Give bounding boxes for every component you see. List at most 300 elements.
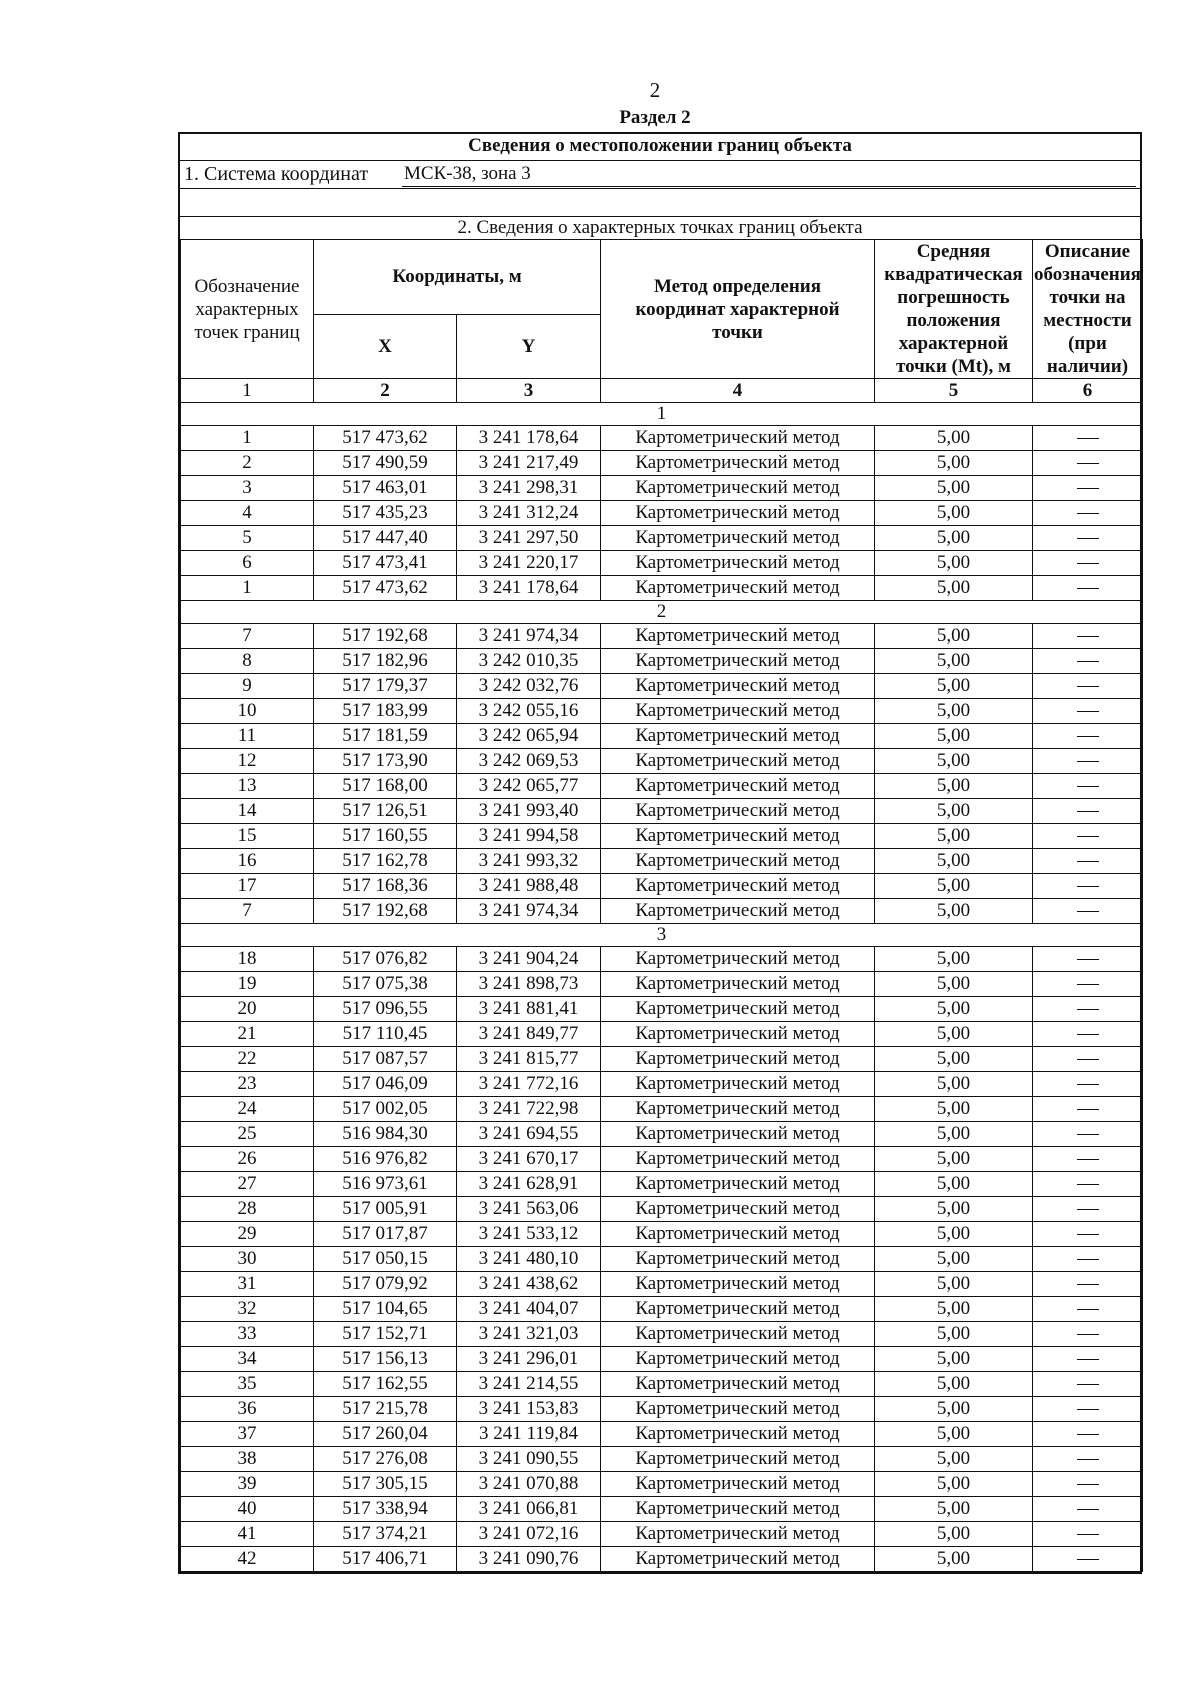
- table-row: [181, 1422, 1143, 1447]
- point-number: 4: [181, 501, 314, 526]
- method-cell: Картометрический метод: [601, 551, 875, 576]
- point-number: 17: [181, 874, 314, 899]
- group-label: 2: [181, 601, 1143, 624]
- description-cell: [1033, 1097, 1143, 1122]
- description-cell: [1033, 1422, 1143, 1447]
- description-cell: [1033, 724, 1143, 749]
- point-number: 39: [181, 1472, 314, 1497]
- point-number: 25: [181, 1122, 314, 1147]
- description-cell: [1033, 824, 1143, 849]
- coord-y: 3 241 815,77: [457, 1047, 601, 1072]
- method-cell: Картометрический метод: [601, 1122, 875, 1147]
- error-cell: 5,00: [875, 1297, 1033, 1322]
- point-number: 16: [181, 849, 314, 874]
- coord-x: 517 183,99: [314, 699, 457, 724]
- dash-mark: [1077, 1334, 1099, 1335]
- dash-mark: [1077, 661, 1099, 662]
- method-cell: Картометрический метод: [601, 624, 875, 649]
- description-cell: [1033, 1247, 1143, 1272]
- coord-x: 517 079,92: [314, 1272, 457, 1297]
- coord-x: 517 374,21: [314, 1522, 457, 1547]
- error-cell: 5,00: [875, 699, 1033, 724]
- method-cell: Картометрический метод: [601, 1422, 875, 1447]
- method-cell: Картометрический метод: [601, 1272, 875, 1297]
- coord-x: 517 192,68: [314, 899, 457, 924]
- table-row: [181, 1472, 1143, 1497]
- coord-y: 3 241 438,62: [457, 1272, 601, 1297]
- coord-y: 3 242 055,16: [457, 699, 601, 724]
- coord-y: 3 242 069,53: [457, 749, 601, 774]
- error-cell: 5,00: [875, 526, 1033, 551]
- group-label: 3: [181, 924, 1143, 947]
- dash-mark: [1077, 1234, 1099, 1235]
- blank-row: [180, 189, 1140, 217]
- table-row: [181, 1147, 1143, 1172]
- coord-x: 517 046,09: [314, 1072, 457, 1097]
- header-description: Описание обозначения точки на местности (при наличии): [1034, 241, 1141, 377]
- coord-y: 3 241 904,24: [457, 947, 601, 972]
- dash-mark: [1077, 1084, 1099, 1085]
- table-row: [181, 947, 1143, 972]
- column-number: 1: [181, 379, 314, 403]
- table-row: [181, 1447, 1143, 1472]
- coord-x: 516 984,30: [314, 1122, 457, 1147]
- dash-mark: [1077, 1259, 1099, 1260]
- point-number: 19: [181, 972, 314, 997]
- method-cell: Картометрический метод: [601, 1297, 875, 1322]
- error-cell: 5,00: [875, 1522, 1033, 1547]
- method-cell: Картометрический метод: [601, 476, 875, 501]
- error-cell: 5,00: [875, 899, 1033, 924]
- table-row: [181, 1247, 1143, 1272]
- method-cell: Картометрический метод: [601, 1222, 875, 1247]
- coord-y: 3 241 298,31: [457, 476, 601, 501]
- dash-mark: [1077, 1459, 1099, 1460]
- point-number: 9: [181, 674, 314, 699]
- point-number: 3: [181, 476, 314, 501]
- group-header-row: [181, 924, 1143, 947]
- boundary-document: [178, 132, 1142, 1574]
- dash-mark: [1077, 488, 1099, 489]
- dash-mark: [1077, 513, 1099, 514]
- description-cell: [1033, 476, 1143, 501]
- coord-x: 517 182,96: [314, 649, 457, 674]
- point-number: 35: [181, 1372, 314, 1397]
- coord-y: 3 242 010,35: [457, 649, 601, 674]
- dash-mark: [1077, 1209, 1099, 1210]
- table-row: [181, 1222, 1143, 1247]
- dash-mark: [1077, 786, 1099, 787]
- header-designation: Обозначение характерных точек границ: [181, 240, 314, 379]
- error-cell: 5,00: [875, 1272, 1033, 1297]
- description-cell: [1033, 1172, 1143, 1197]
- coord-y: 3 241 217,49: [457, 451, 601, 476]
- table-row: [181, 576, 1143, 601]
- method-cell: Картометрический метод: [601, 1397, 875, 1422]
- coord-system-label: 1. Система координат: [184, 163, 369, 185]
- column-number: 6: [1033, 379, 1143, 403]
- description-cell: [1033, 749, 1143, 774]
- point-number: 32: [181, 1297, 314, 1322]
- error-cell: 5,00: [875, 1197, 1033, 1222]
- coord-y: 3 242 032,76: [457, 674, 601, 699]
- error-cell: 5,00: [875, 1047, 1033, 1072]
- coord-y: 3 241 404,07: [457, 1297, 601, 1322]
- coord-x: 517 338,94: [314, 1497, 457, 1522]
- table-row: [181, 1047, 1143, 1072]
- error-cell: 5,00: [875, 874, 1033, 899]
- description-cell: [1033, 1322, 1143, 1347]
- page-number: 2: [649, 78, 661, 102]
- table-row: [181, 699, 1143, 724]
- description-cell: [1033, 1147, 1143, 1172]
- description-cell: [1033, 1497, 1143, 1522]
- method-cell: Картометрический метод: [601, 1197, 875, 1222]
- coord-y: 3 241 849,77: [457, 1022, 601, 1047]
- error-cell: 5,00: [875, 649, 1033, 674]
- description-cell: [1033, 947, 1143, 972]
- method-cell: Картометрический метод: [601, 576, 875, 601]
- table-row: [181, 1522, 1143, 1547]
- coord-system-row: [180, 161, 1140, 189]
- error-cell: 5,00: [875, 724, 1033, 749]
- table-row: [181, 526, 1143, 551]
- method-cell: Картометрический метод: [601, 874, 875, 899]
- method-cell: Картометрический метод: [601, 1547, 875, 1572]
- coord-x: 517 017,87: [314, 1222, 457, 1247]
- error-cell: 5,00: [875, 451, 1033, 476]
- dash-mark: [1077, 1434, 1099, 1435]
- coord-x: 517 156,13: [314, 1347, 457, 1372]
- point-number: 20: [181, 997, 314, 1022]
- description-cell: [1033, 501, 1143, 526]
- coord-x: 517 305,15: [314, 1472, 457, 1497]
- error-cell: 5,00: [875, 1472, 1033, 1497]
- method-cell: Картометрический метод: [601, 1172, 875, 1197]
- point-number: 14: [181, 799, 314, 824]
- point-number: 5: [181, 526, 314, 551]
- table-row: [181, 997, 1143, 1022]
- description-cell: [1033, 1547, 1143, 1572]
- coord-y: 3 241 722,98: [457, 1097, 601, 1122]
- table-row: [181, 1547, 1143, 1572]
- method-cell: Картометрический метод: [601, 799, 875, 824]
- dash-mark: [1077, 1309, 1099, 1310]
- error-cell: 5,00: [875, 799, 1033, 824]
- coord-y: 3 241 297,50: [457, 526, 601, 551]
- coord-x: 517 076,82: [314, 947, 457, 972]
- error-cell: 5,00: [875, 551, 1033, 576]
- coord-y: 3 241 153,83: [457, 1397, 601, 1422]
- dash-mark: [1077, 984, 1099, 985]
- description-cell: [1033, 899, 1143, 924]
- header-error: Средняя квадратическая погрешность положения характерной точки (Mt), м: [875, 240, 1033, 379]
- point-number: 10: [181, 699, 314, 724]
- error-cell: 5,00: [875, 1247, 1033, 1272]
- dash-mark: [1077, 1384, 1099, 1385]
- dash-mark: [1077, 861, 1099, 862]
- table-row: [181, 1072, 1143, 1097]
- description-cell: [1033, 1047, 1143, 1072]
- error-cell: 5,00: [875, 1372, 1033, 1397]
- method-cell: Картометрический метод: [601, 1097, 875, 1122]
- point-number: 34: [181, 1347, 314, 1372]
- table-title: Сведения о местоположении границ объекта: [180, 134, 1140, 161]
- description-cell: [1033, 1522, 1143, 1547]
- point-number: 7: [181, 899, 314, 924]
- dash-mark: [1077, 1109, 1099, 1110]
- coord-y: 3 241 881,41: [457, 997, 601, 1022]
- dash-mark: [1077, 438, 1099, 439]
- column-number: 4: [601, 379, 875, 403]
- table-row: [181, 824, 1143, 849]
- table-row: [181, 501, 1143, 526]
- table-row: [181, 1372, 1143, 1397]
- table-row: [181, 624, 1143, 649]
- dash-mark: [1077, 1359, 1099, 1360]
- table-row: [181, 1497, 1143, 1522]
- table-row: [181, 1022, 1143, 1047]
- coord-x: 517 435,23: [314, 501, 457, 526]
- table-row: [181, 899, 1143, 924]
- point-number: 7: [181, 624, 314, 649]
- table-row: [181, 1322, 1143, 1347]
- table-row: [181, 476, 1143, 501]
- point-number: 8: [181, 649, 314, 674]
- point-number: 15: [181, 824, 314, 849]
- method-cell: Картометрический метод: [601, 1447, 875, 1472]
- table-row: [181, 551, 1143, 576]
- description-cell: [1033, 1222, 1143, 1247]
- method-cell: Картометрический метод: [601, 749, 875, 774]
- description-cell: [1033, 997, 1143, 1022]
- coord-y: 3 241 772,16: [457, 1072, 601, 1097]
- coord-x: 517 473,62: [314, 426, 457, 451]
- method-cell: Картометрический метод: [601, 1247, 875, 1272]
- point-number: 29: [181, 1222, 314, 1247]
- coord-x: 517 075,38: [314, 972, 457, 997]
- coord-y: 3 241 694,55: [457, 1122, 601, 1147]
- point-number: 24: [181, 1097, 314, 1122]
- description-cell: [1033, 674, 1143, 699]
- coord-y: 3 242 065,94: [457, 724, 601, 749]
- dash-mark: [1077, 588, 1099, 589]
- coord-y: 3 241 533,12: [457, 1222, 601, 1247]
- method-cell: Картометрический метод: [601, 724, 875, 749]
- coord-x: 517 173,90: [314, 749, 457, 774]
- method-cell: Картометрический метод: [601, 1522, 875, 1547]
- description-cell: [1033, 1122, 1143, 1147]
- coord-y: 3 241 066,81: [457, 1497, 601, 1522]
- point-number: 18: [181, 947, 314, 972]
- method-cell: Картометрический метод: [601, 451, 875, 476]
- dash-mark: [1077, 1009, 1099, 1010]
- point-number: 21: [181, 1022, 314, 1047]
- error-cell: 5,00: [875, 1447, 1033, 1472]
- coord-y: 3 241 090,76: [457, 1547, 601, 1572]
- coord-x: 517 104,65: [314, 1297, 457, 1322]
- error-cell: 5,00: [875, 824, 1033, 849]
- dash-mark: [1077, 538, 1099, 539]
- points-table: [180, 239, 1143, 1572]
- dash-mark: [1077, 563, 1099, 564]
- description-cell: [1033, 1297, 1143, 1322]
- method-cell: Картометрический метод: [601, 1072, 875, 1097]
- table-row: [181, 1347, 1143, 1372]
- table-row: [181, 649, 1143, 674]
- error-cell: 5,00: [875, 1397, 1033, 1422]
- header-method: Метод определения координат характерной точки: [601, 240, 875, 379]
- description-cell: [1033, 649, 1143, 674]
- description-cell: [1033, 799, 1143, 824]
- description-cell: [1033, 551, 1143, 576]
- coord-x: 517 406,71: [314, 1547, 457, 1572]
- method-cell: Картометрический метод: [601, 699, 875, 724]
- coord-x: 517 126,51: [314, 799, 457, 824]
- coord-y: 3 241 994,58: [457, 824, 601, 849]
- coord-x: 517 162,55: [314, 1372, 457, 1397]
- method-cell: Картометрический метод: [601, 1047, 875, 1072]
- method-cell: Картометрический метод: [601, 774, 875, 799]
- point-number: 40: [181, 1497, 314, 1522]
- error-cell: 5,00: [875, 947, 1033, 972]
- table-row: [181, 1272, 1143, 1297]
- point-number: 13: [181, 774, 314, 799]
- method-cell: Картометрический метод: [601, 849, 875, 874]
- table-row: [181, 749, 1143, 774]
- coord-x: 517 162,78: [314, 849, 457, 874]
- error-cell: 5,00: [875, 501, 1033, 526]
- table-row: [181, 1297, 1143, 1322]
- dash-mark: [1077, 1534, 1099, 1535]
- coord-x: 517 179,37: [314, 674, 457, 699]
- coord-y: 3 241 178,64: [457, 426, 601, 451]
- coord-x: 516 976,82: [314, 1147, 457, 1172]
- description-cell: [1033, 699, 1143, 724]
- dash-mark: [1077, 1409, 1099, 1410]
- method-cell: Картометрический метод: [601, 1147, 875, 1172]
- coord-y: 3 241 178,64: [457, 576, 601, 601]
- method-cell: Картометрический метод: [601, 1022, 875, 1047]
- point-number: 38: [181, 1447, 314, 1472]
- description-cell: [1033, 1272, 1143, 1297]
- point-number: 41: [181, 1522, 314, 1547]
- column-number: 2: [314, 379, 457, 403]
- table-row: [181, 1097, 1143, 1122]
- error-cell: 5,00: [875, 624, 1033, 649]
- coord-x: 517 002,05: [314, 1097, 457, 1122]
- points-table-body: [181, 403, 1143, 1572]
- point-number: 37: [181, 1422, 314, 1447]
- column-number: 5: [875, 379, 1033, 403]
- point-number: 1: [181, 576, 314, 601]
- error-cell: 5,00: [875, 576, 1033, 601]
- description-cell: [1033, 526, 1143, 551]
- error-cell: 5,00: [875, 1097, 1033, 1122]
- coord-y: 3 241 214,55: [457, 1372, 601, 1397]
- table-row: [181, 451, 1143, 476]
- error-cell: 5,00: [875, 1147, 1033, 1172]
- table-row: [181, 849, 1143, 874]
- dash-mark: [1077, 811, 1099, 812]
- coord-y: 3 241 312,24: [457, 501, 601, 526]
- error-cell: 5,00: [875, 1347, 1033, 1372]
- coord-y: 3 241 070,88: [457, 1472, 601, 1497]
- dash-mark: [1077, 1559, 1099, 1560]
- method-cell: Картометрический метод: [601, 1347, 875, 1372]
- coord-x: 517 168,00: [314, 774, 457, 799]
- description-cell: [1033, 426, 1143, 451]
- dash-mark: [1077, 1184, 1099, 1185]
- dash-mark: [1077, 959, 1099, 960]
- point-number: 11: [181, 724, 314, 749]
- coord-x: 516 973,61: [314, 1172, 457, 1197]
- coord-y: 3 241 072,16: [457, 1522, 601, 1547]
- description-cell: [1033, 1447, 1143, 1472]
- error-cell: 5,00: [875, 749, 1033, 774]
- description-cell: [1033, 624, 1143, 649]
- method-cell: Картометрический метод: [601, 501, 875, 526]
- coord-y: 3 242 065,77: [457, 774, 601, 799]
- coord-y: 3 241 993,32: [457, 849, 601, 874]
- dash-mark: [1077, 736, 1099, 737]
- method-cell: Картометрический метод: [601, 947, 875, 972]
- section-title: Раздел 2: [619, 107, 691, 128]
- coord-y: 3 241 563,06: [457, 1197, 601, 1222]
- dash-mark: [1077, 1284, 1099, 1285]
- description-cell: [1033, 451, 1143, 476]
- coord-x: 517 473,41: [314, 551, 457, 576]
- point-number: 36: [181, 1397, 314, 1422]
- coord-system-underline: [402, 186, 1136, 187]
- point-number: 31: [181, 1272, 314, 1297]
- point-number: 33: [181, 1322, 314, 1347]
- method-cell: Картометрический метод: [601, 426, 875, 451]
- point-number: 27: [181, 1172, 314, 1197]
- error-cell: 5,00: [875, 972, 1033, 997]
- coord-y: 3 241 628,91: [457, 1172, 601, 1197]
- coord-x: 517 050,15: [314, 1247, 457, 1272]
- coord-x: 517 192,68: [314, 624, 457, 649]
- error-cell: 5,00: [875, 476, 1033, 501]
- error-cell: 5,00: [875, 1547, 1033, 1572]
- dash-mark: [1077, 1484, 1099, 1485]
- column-number: 3: [457, 379, 601, 403]
- error-cell: 5,00: [875, 1072, 1033, 1097]
- point-number: 12: [181, 749, 314, 774]
- method-cell: Картометрический метод: [601, 824, 875, 849]
- method-cell: Картометрический метод: [601, 1322, 875, 1347]
- point-number: 22: [181, 1047, 314, 1072]
- header-x: X: [314, 315, 457, 379]
- coord-y: 3 241 296,01: [457, 1347, 601, 1372]
- coord-x: 517 276,08: [314, 1447, 457, 1472]
- dash-mark: [1077, 1134, 1099, 1135]
- coord-x: 517 096,55: [314, 997, 457, 1022]
- coord-system-value: МСК-38, зона 3: [404, 163, 531, 184]
- error-cell: 5,00: [875, 1172, 1033, 1197]
- description-cell: [1033, 1072, 1143, 1097]
- coord-x: 517 447,40: [314, 526, 457, 551]
- error-cell: 5,00: [875, 1497, 1033, 1522]
- coord-y: 3 241 974,34: [457, 624, 601, 649]
- table-row: [181, 972, 1143, 997]
- point-number: 6: [181, 551, 314, 576]
- description-cell: [1033, 972, 1143, 997]
- coord-x: 517 005,91: [314, 1197, 457, 1222]
- coord-y: 3 241 974,34: [457, 899, 601, 924]
- coord-x: 517 110,45: [314, 1022, 457, 1047]
